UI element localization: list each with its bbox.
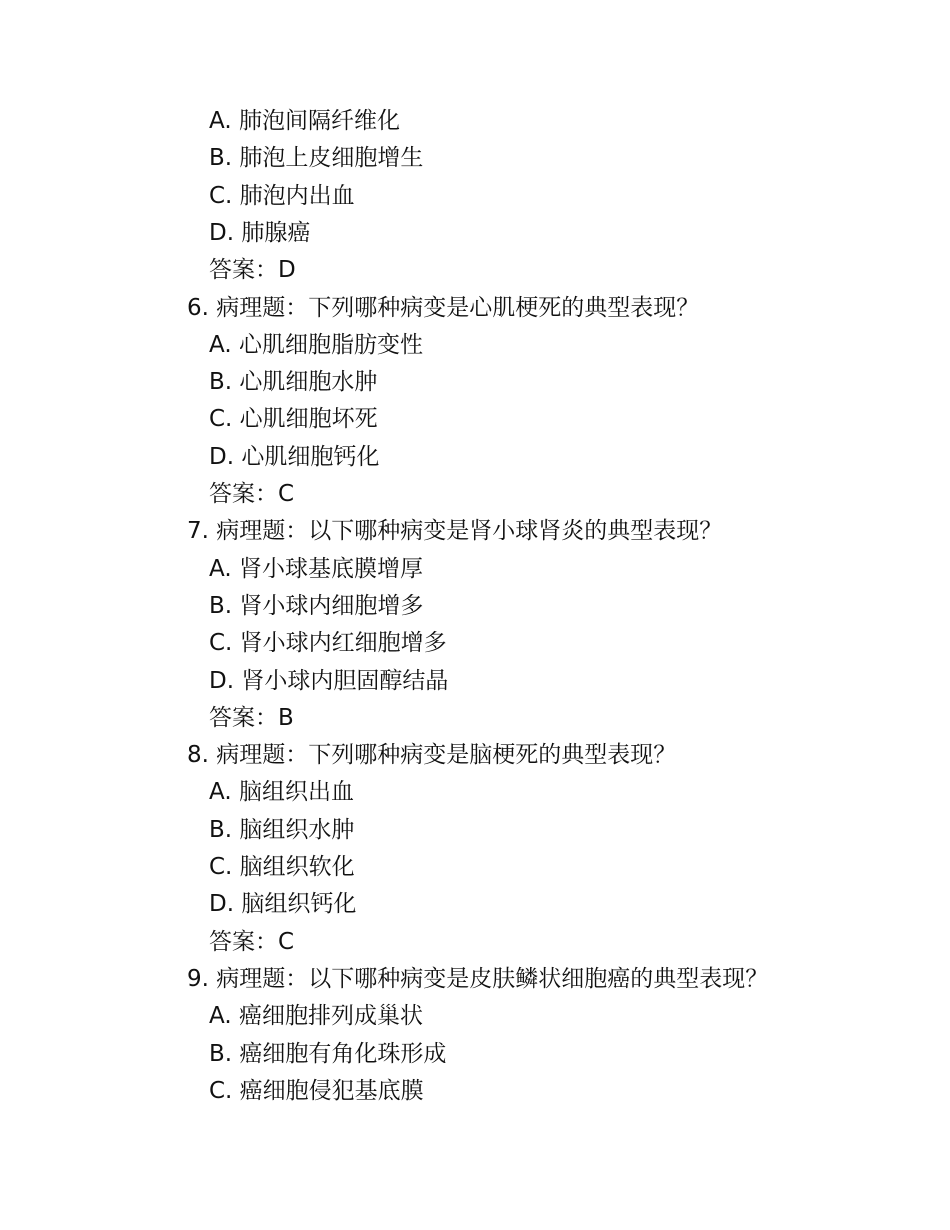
option-text: C. 心肌细胞坏死 bbox=[209, 406, 378, 432]
answer-text: 答案：C bbox=[209, 929, 295, 955]
option-text: D. 肾小球内胆固醇结晶 bbox=[209, 668, 449, 694]
answer-text: 答案：B bbox=[209, 705, 294, 731]
option-text: D. 心肌细胞钙化 bbox=[209, 444, 380, 470]
answer-text: 答案：C bbox=[209, 481, 295, 507]
option-text: C. 肾小球内红细胞增多 bbox=[209, 630, 447, 656]
option-text: B. 癌细胞有角化珠形成 bbox=[209, 1041, 447, 1067]
option-text: B. 心肌细胞水肿 bbox=[209, 369, 378, 395]
option-text: A. 肾小球基底膜增厚 bbox=[209, 556, 423, 582]
option-text: A. 肺泡间隔纤维化 bbox=[209, 108, 400, 134]
option-text: A. 癌细胞排列成巢状 bbox=[209, 1003, 423, 1029]
question-text: 6. 病理题：下列哪种病变是心肌梗死的典型表现？ bbox=[187, 295, 700, 321]
option-text: D. 肺腺癌 bbox=[209, 220, 311, 246]
question-text: 9. 病理题：以下哪种病变是皮肤鳞状细胞癌的典型表现？ bbox=[187, 966, 769, 992]
option-text: A. 心肌细胞脂肪变性 bbox=[209, 332, 423, 358]
question-text: 8. 病理题：下列哪种病变是脑梗死的典型表现？ bbox=[187, 742, 677, 768]
answer-text: 答案：D bbox=[209, 257, 296, 283]
option-text: D. 脑组织钙化 bbox=[209, 891, 357, 917]
option-text: C. 脑组织软化 bbox=[209, 854, 355, 880]
option-text: C. 癌细胞侵犯基底膜 bbox=[209, 1078, 424, 1104]
option-text: C. 肺泡内出血 bbox=[209, 183, 355, 209]
option-text: B. 肾小球内细胞增多 bbox=[209, 593, 424, 619]
option-text: A. 脑组织出血 bbox=[209, 779, 354, 805]
question-text: 7. 病理题：以下哪种病变是肾小球肾炎的典型表现？ bbox=[187, 518, 723, 544]
option-text: B. 肺泡上皮细胞增生 bbox=[209, 145, 424, 171]
option-text: B. 脑组织水肿 bbox=[209, 817, 355, 843]
